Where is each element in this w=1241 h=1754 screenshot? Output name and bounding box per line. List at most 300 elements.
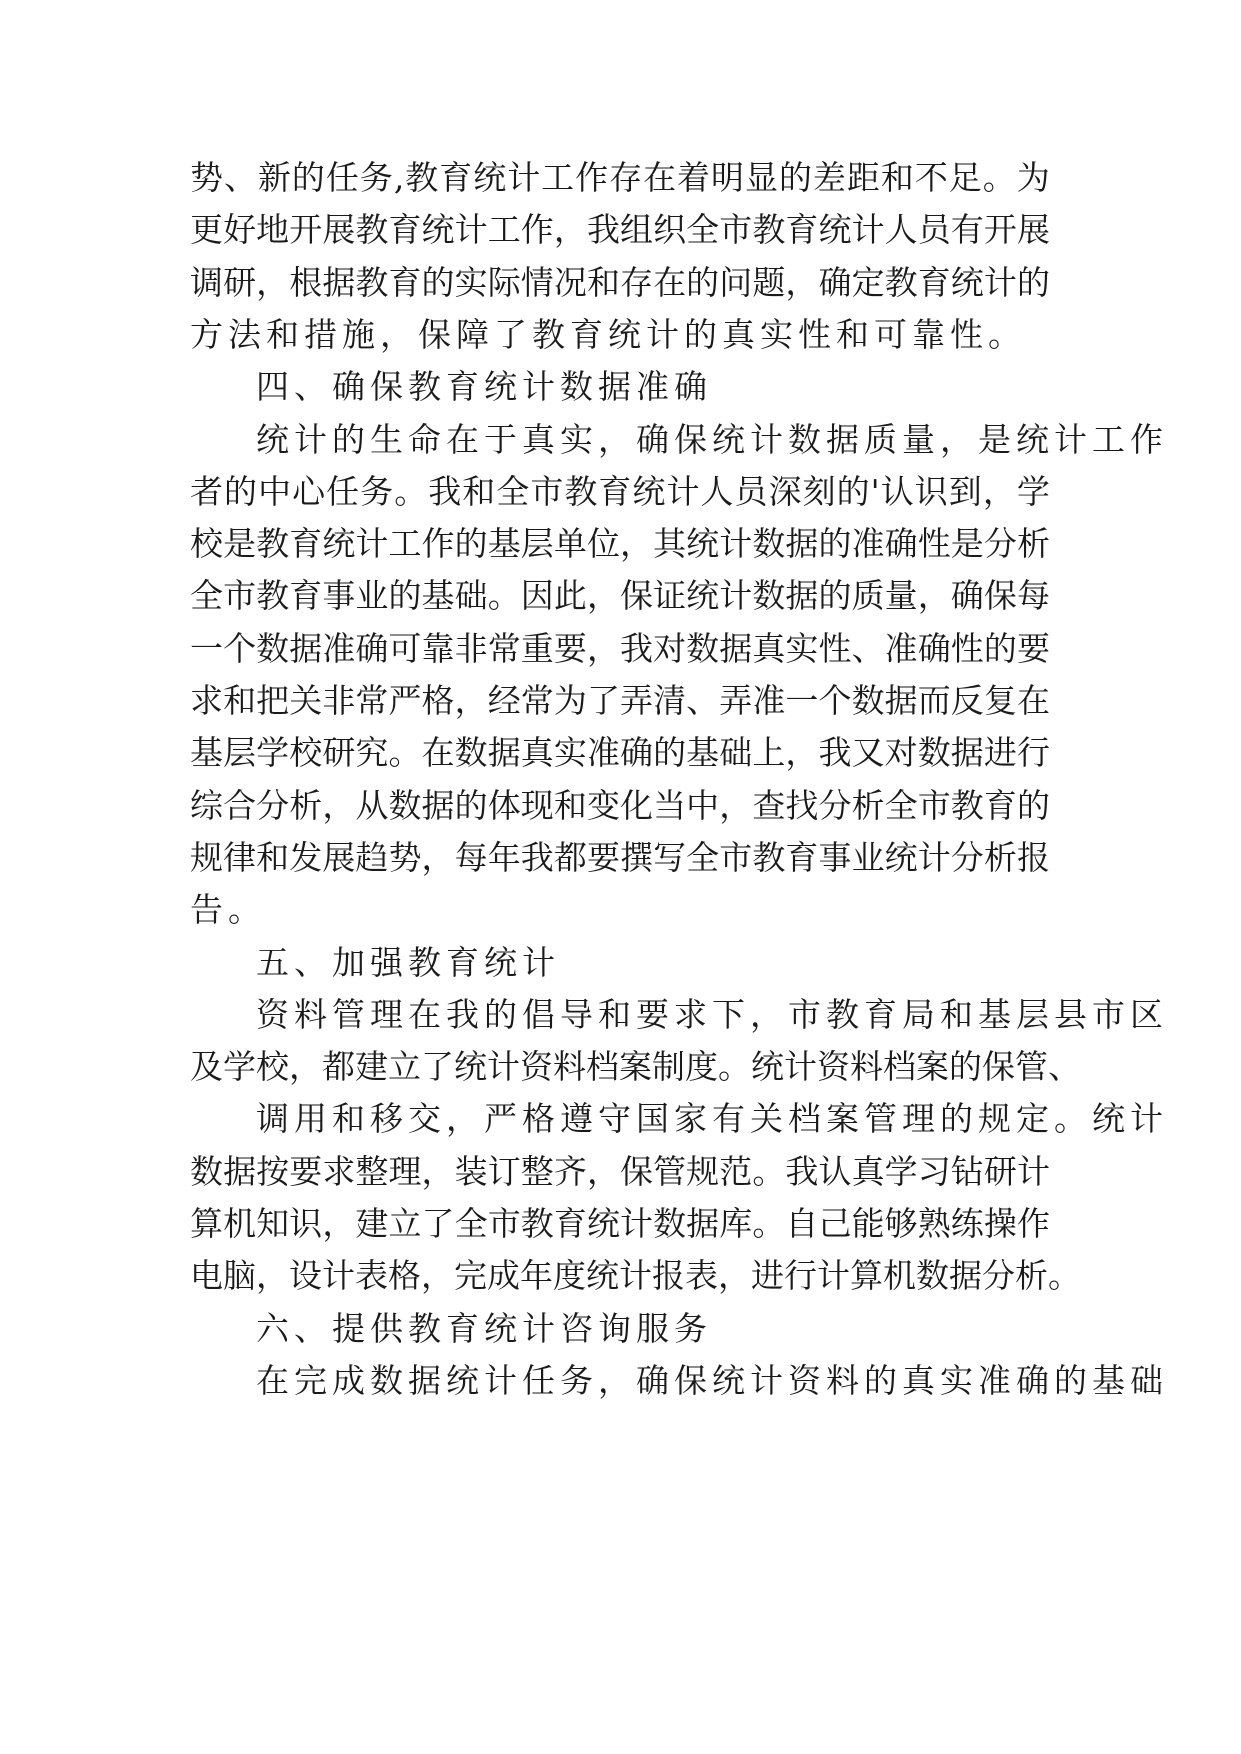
- char: 存: [609, 158, 643, 197]
- char: 育: [785, 838, 819, 877]
- char: 全: [686, 838, 720, 877]
- char: 和: [462, 472, 496, 511]
- char: 为: [553, 681, 587, 720]
- char: 位: [586, 524, 620, 563]
- char: 的: [686, 263, 720, 302]
- char: 和: [223, 681, 257, 720]
- char: 基: [686, 733, 720, 772]
- char: 为: [1016, 158, 1050, 197]
- char: 。: [752, 1204, 786, 1243]
- char: 识: [289, 1204, 323, 1243]
- char: 的: [421, 263, 455, 302]
- char: ，: [553, 210, 587, 249]
- char: 重: [520, 629, 554, 668]
- char: 真: [752, 629, 786, 668]
- char: 进: [983, 733, 1017, 772]
- char: 教: [884, 263, 918, 302]
- char: 数: [686, 629, 720, 668]
- char: 的: [836, 472, 870, 511]
- char: 确: [950, 576, 984, 615]
- char: 操: [983, 1204, 1017, 1243]
- char: 实: [454, 263, 488, 302]
- char: 的: [291, 158, 325, 197]
- char: 个: [223, 629, 257, 668]
- char: 管: [1015, 1047, 1048, 1086]
- char: 和: [553, 786, 587, 825]
- char: 数: [190, 1152, 223, 1191]
- char: 组: [620, 210, 654, 249]
- char: 据: [785, 576, 819, 615]
- char: 计: [983, 263, 1017, 302]
- char: 数: [752, 576, 786, 615]
- char: 研: [983, 1152, 1017, 1191]
- char: 装: [454, 1152, 488, 1191]
- char: 距: [846, 158, 880, 197]
- char: 建: [355, 1047, 388, 1086]
- char: 经: [487, 681, 521, 720]
- char: 市: [719, 838, 753, 877]
- char: 作: [520, 210, 554, 249]
- char: 我: [785, 1152, 819, 1191]
- char: 不: [914, 158, 948, 197]
- char: 了: [586, 681, 620, 720]
- char: 报: [1016, 838, 1050, 877]
- char: 究: [355, 733, 389, 772]
- char: 求: [190, 681, 223, 720]
- char: 的: [388, 576, 422, 615]
- char: 在: [643, 158, 677, 197]
- char: 作: [575, 158, 609, 197]
- char: 定: [851, 263, 885, 302]
- char: 。: [752, 1152, 786, 1191]
- char: 机: [223, 1204, 257, 1243]
- char: 报: [652, 1256, 685, 1295]
- char: 要: [289, 1152, 323, 1191]
- char: 准: [884, 629, 918, 668]
- char: 础: [719, 733, 753, 772]
- char: 教: [520, 1204, 554, 1243]
- char: 。: [1048, 1256, 1081, 1295]
- char: 差: [812, 158, 846, 197]
- char: 算: [190, 1204, 223, 1243]
- char: 根: [289, 263, 323, 302]
- char: 础: [454, 576, 488, 615]
- char: 好: [223, 210, 257, 249]
- text-line: [190, 733, 1050, 773]
- char: 研: [223, 263, 257, 302]
- char: 足: [948, 158, 982, 197]
- char: 。: [394, 472, 428, 511]
- char: 格: [388, 1256, 421, 1295]
- char: 反: [950, 681, 984, 720]
- char: 在: [1016, 681, 1050, 720]
- char: 析: [983, 838, 1017, 877]
- char: ，: [620, 524, 654, 563]
- text-line: [190, 1204, 1050, 1244]
- char: 统: [751, 1047, 784, 1086]
- char: 据: [785, 524, 819, 563]
- char: 统: [586, 1204, 620, 1243]
- char: 每: [454, 838, 488, 877]
- char: 数: [256, 629, 290, 668]
- char: 确: [818, 263, 852, 302]
- char: ，: [719, 786, 753, 825]
- char: 的: [1016, 263, 1050, 302]
- char: 此: [553, 576, 587, 615]
- char: 都: [553, 838, 587, 877]
- char: 识: [914, 472, 948, 511]
- char: 我: [620, 629, 654, 668]
- char: 靠: [421, 629, 455, 668]
- char: 计: [917, 838, 951, 877]
- char: 市: [917, 786, 951, 825]
- char: 档: [883, 1047, 916, 1086]
- char: 据: [884, 681, 918, 720]
- char: 个: [818, 681, 852, 720]
- char: 的: [1016, 786, 1050, 825]
- char: 度: [553, 1256, 586, 1295]
- char: 订: [487, 1152, 521, 1191]
- char: 数: [388, 786, 422, 825]
- char: 学: [884, 1152, 918, 1191]
- char: 务: [359, 158, 393, 197]
- char: 育: [785, 210, 819, 249]
- text-line: [190, 472, 1050, 512]
- char: 证: [653, 576, 687, 615]
- char: 确: [355, 629, 389, 668]
- char: 展: [1016, 210, 1050, 249]
- char: 计: [666, 472, 700, 511]
- char: 制: [652, 1047, 685, 1086]
- char: 计: [487, 1047, 520, 1086]
- char: 按: [256, 1152, 290, 1191]
- char: 要: [1016, 629, 1050, 668]
- char: 情: [520, 263, 554, 302]
- char: 全: [454, 1204, 488, 1243]
- text-line: [190, 681, 1050, 721]
- char: 全: [884, 786, 918, 825]
- char: 量: [884, 576, 918, 615]
- char: 整: [520, 1152, 554, 1191]
- char: 实: [785, 629, 819, 668]
- char: 展: [322, 838, 356, 877]
- text-line: [190, 838, 1050, 878]
- char: ，: [289, 1047, 322, 1086]
- char: 立: [388, 1204, 422, 1243]
- char: 到: [948, 472, 982, 511]
- char: 准: [586, 733, 620, 772]
- char: 统: [322, 524, 356, 563]
- char: 规: [686, 1152, 720, 1191]
- char: 行: [1016, 733, 1050, 772]
- char: 中: [686, 786, 720, 825]
- char: 是: [223, 524, 257, 563]
- char: 计: [851, 210, 885, 249]
- char: ，: [586, 629, 620, 668]
- char: 表: [355, 1256, 388, 1295]
- text-line: [190, 576, 1050, 616]
- char: 己: [818, 1204, 852, 1243]
- char: 确: [884, 524, 918, 563]
- text-line: 调用和移交，严格遵守国家有关档案管理的规定。统计: [256, 1099, 1168, 1138]
- char: 据: [487, 733, 521, 772]
- char: 了: [421, 1047, 454, 1086]
- char: ，: [421, 1152, 455, 1191]
- char: 分: [818, 786, 852, 825]
- char: 对: [653, 629, 687, 668]
- char: 把: [256, 681, 290, 720]
- char: 育: [917, 263, 951, 302]
- char: ，: [586, 576, 620, 615]
- char: 基: [421, 576, 455, 615]
- char: 新: [257, 158, 291, 197]
- char: 计: [454, 210, 488, 249]
- char: 开: [983, 210, 1017, 249]
- text-line: [190, 1256, 1081, 1296]
- char: 性: [917, 524, 951, 563]
- char: 一: [190, 629, 223, 668]
- char: 工: [388, 524, 422, 563]
- char: 员: [734, 472, 768, 511]
- char: 的: [983, 629, 1017, 668]
- text-line: [190, 158, 1050, 198]
- char: 更: [190, 210, 223, 249]
- char: 齐: [553, 1152, 587, 1191]
- char: ，: [917, 576, 951, 615]
- char: 教: [950, 786, 984, 825]
- char: 事: [818, 838, 852, 877]
- char: 显: [744, 158, 778, 197]
- text-line: 告。: [190, 890, 266, 929]
- char: 理: [388, 1152, 422, 1191]
- char: 据: [949, 1256, 982, 1295]
- char: 进: [751, 1256, 784, 1295]
- char: 的: [949, 1047, 982, 1086]
- char: 统: [586, 1256, 619, 1295]
- char: 。: [718, 1047, 751, 1086]
- char: 育: [553, 1204, 587, 1243]
- char: 育: [439, 158, 473, 197]
- text-line: 五、加强教育统计: [256, 943, 560, 982]
- char: 建: [355, 1204, 389, 1243]
- char: 常: [520, 681, 554, 720]
- char: 统: [632, 472, 666, 511]
- char: 发: [289, 838, 323, 877]
- char: 际: [487, 263, 521, 302]
- char: 育: [388, 210, 422, 249]
- char: 资: [817, 1047, 850, 1086]
- char: 作: [421, 524, 455, 563]
- char: 人: [700, 472, 734, 511]
- char: 教: [256, 524, 290, 563]
- char: 市: [487, 1204, 521, 1243]
- char: ，: [454, 681, 488, 720]
- char: 保: [982, 1047, 1015, 1086]
- char: 、: [1048, 1047, 1081, 1086]
- char: 明: [711, 158, 744, 197]
- char: 的: [454, 786, 488, 825]
- char: 对: [884, 733, 918, 772]
- char: 育: [289, 576, 323, 615]
- char: 找: [785, 786, 819, 825]
- text-line: 统计的生命在于真实，确保统计数据质量，是统计工作: [256, 420, 1168, 459]
- char: 案: [619, 1047, 652, 1086]
- char: 保: [620, 576, 654, 615]
- char: 层: [223, 733, 257, 772]
- char: 弄: [719, 681, 753, 720]
- char: 习: [917, 1152, 951, 1191]
- char: 年: [520, 1256, 553, 1295]
- char: 统: [818, 210, 852, 249]
- char: 全: [686, 210, 720, 249]
- text-line: 方法和措施，保障了教育统计的真实性和可靠性。: [190, 315, 1026, 354]
- char: 问: [719, 263, 753, 302]
- char: 计: [507, 158, 541, 197]
- text-line: 四、确保教育统计数据准确: [256, 367, 712, 406]
- char: 实: [553, 733, 587, 772]
- char: 分: [982, 1256, 1015, 1295]
- char: 数: [851, 681, 885, 720]
- char: 保: [983, 576, 1017, 615]
- text-line: [190, 210, 1050, 250]
- char: ，: [322, 786, 356, 825]
- char: 我: [428, 472, 462, 511]
- char: 教: [405, 158, 439, 197]
- char: 管: [653, 1152, 687, 1191]
- char: 势: [388, 838, 422, 877]
- char: 据: [322, 263, 356, 302]
- char: 准: [322, 629, 356, 668]
- char: ，: [586, 1152, 620, 1191]
- char: 教: [564, 472, 598, 511]
- char: 统: [686, 524, 720, 563]
- char: ，: [982, 472, 1016, 511]
- char: ，: [421, 1256, 454, 1295]
- char: 料: [553, 1047, 586, 1086]
- char: 有: [950, 210, 984, 249]
- char: 据: [223, 1152, 257, 1191]
- char: 单: [553, 524, 587, 563]
- char: 的: [224, 472, 258, 511]
- char: 教: [256, 576, 290, 615]
- char: 织: [653, 210, 687, 249]
- char: 数: [916, 1256, 949, 1295]
- char: 钻: [950, 1152, 984, 1191]
- char: 度: [685, 1047, 718, 1086]
- char: 析: [289, 786, 323, 825]
- char: 质: [851, 576, 885, 615]
- char: 体: [487, 786, 521, 825]
- char: ，: [256, 1256, 289, 1295]
- char: 分: [256, 786, 290, 825]
- text-line: 资料管理在我的倡导和要求下，市教育局和基层县市区: [256, 995, 1168, 1034]
- char: 我: [586, 210, 620, 249]
- char: 析: [851, 786, 885, 825]
- char: 势: [190, 158, 223, 197]
- char: 教: [752, 210, 786, 249]
- char: 的: [653, 733, 687, 772]
- char: 的: [454, 524, 488, 563]
- char: ，: [785, 733, 819, 772]
- char: 。: [487, 576, 521, 615]
- char: 计: [322, 1256, 355, 1295]
- char: 和: [586, 263, 620, 302]
- char: 、: [686, 681, 720, 720]
- char: 常: [487, 629, 521, 668]
- char: 、: [223, 158, 257, 197]
- char: 范: [719, 1152, 753, 1191]
- text-line: [190, 629, 1050, 669]
- char: 够: [884, 1204, 918, 1243]
- char: 因: [520, 576, 554, 615]
- char: 务: [360, 472, 394, 511]
- char: 表: [685, 1256, 718, 1295]
- char: 业: [355, 576, 389, 615]
- char: 校: [289, 733, 323, 772]
- char: 我: [818, 733, 852, 772]
- char: 上: [752, 733, 786, 772]
- char: 分: [950, 838, 984, 877]
- char: 练: [950, 1204, 984, 1243]
- char: 学: [256, 733, 290, 772]
- char: 析: [1016, 524, 1050, 563]
- char: 能: [851, 1204, 885, 1243]
- char: 规: [190, 838, 223, 877]
- char: 资: [520, 1047, 553, 1086]
- char: 常: [355, 681, 389, 720]
- char: 综: [190, 786, 223, 825]
- char: 整: [355, 1152, 389, 1191]
- char: 格: [421, 681, 455, 720]
- char: 及: [190, 1047, 223, 1086]
- text-line: 在完成数据统计任务，确保统计资料的真实准确的基础: [256, 1361, 1168, 1400]
- char: 展: [322, 210, 356, 249]
- text-line: [190, 1152, 1050, 1192]
- char: 全: [190, 576, 223, 615]
- char: 当: [653, 786, 687, 825]
- char: 是: [950, 524, 984, 563]
- char: 计: [817, 1256, 850, 1295]
- char: 统: [454, 1047, 487, 1086]
- char: 据: [950, 733, 984, 772]
- char: 层: [520, 524, 554, 563]
- char: 趋: [355, 838, 389, 877]
- char: 在: [653, 263, 687, 302]
- char: 教: [752, 838, 786, 877]
- char: 我: [520, 838, 554, 877]
- char: 。: [388, 733, 422, 772]
- char: 年: [487, 838, 521, 877]
- char: 料: [850, 1047, 883, 1086]
- char: 计: [719, 524, 753, 563]
- char: 地: [256, 210, 290, 249]
- char: 刻: [802, 472, 836, 511]
- char: 了: [421, 1204, 455, 1243]
- char: 的: [818, 576, 852, 615]
- text-line: 六、提供教育统计咨询服务: [256, 1309, 712, 1348]
- char: 市: [223, 576, 257, 615]
- char: 况: [553, 263, 587, 302]
- char: 准: [851, 524, 885, 563]
- char: 自: [785, 1204, 819, 1243]
- text-line: [190, 1047, 1081, 1087]
- char: 要: [553, 629, 587, 668]
- char: 统: [950, 263, 984, 302]
- char: 育: [598, 472, 632, 511]
- char: 变: [586, 786, 620, 825]
- char: 算: [850, 1256, 883, 1295]
- char: ，: [718, 1256, 751, 1295]
